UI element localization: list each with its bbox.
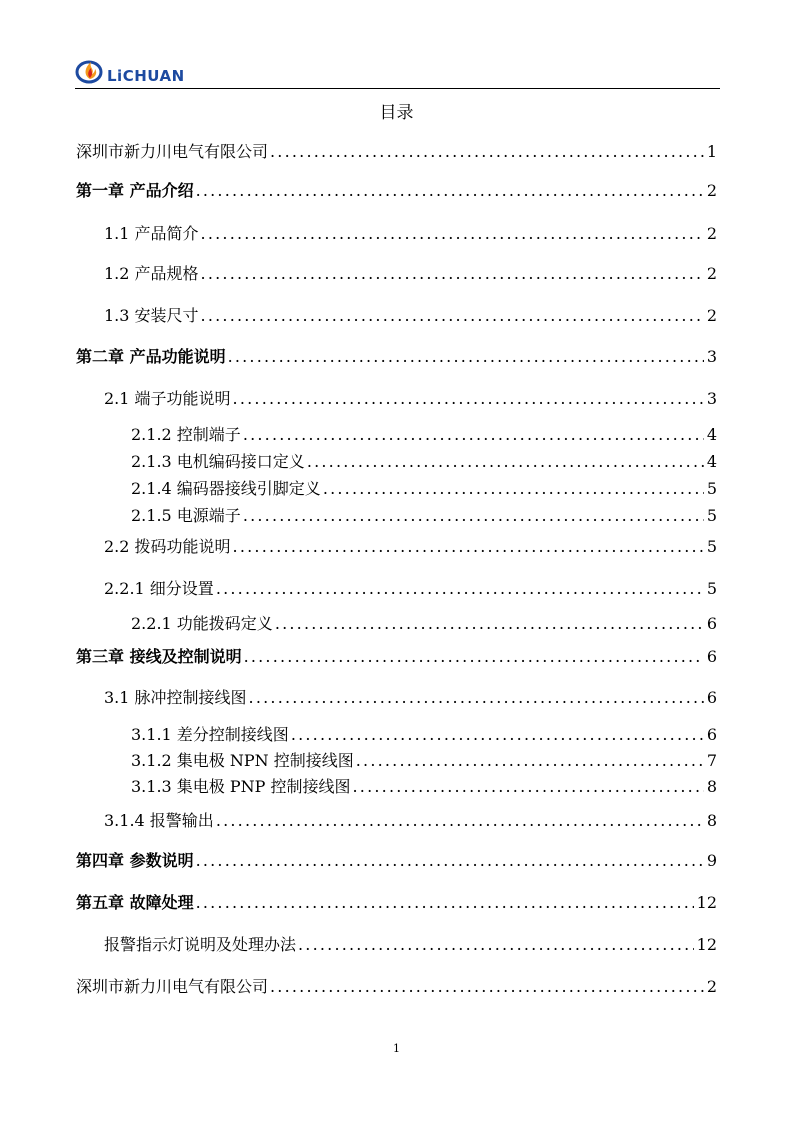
toc-entry-page: 6 (706, 688, 717, 707)
toc-entry-page: 5 (706, 579, 717, 598)
toc-dot-leader (243, 506, 704, 526)
toc-entry-label: 2.2 拨码功能说明 (104, 537, 231, 556)
toc-entry-page: 6 (706, 725, 717, 744)
toc-dot-leader (196, 181, 704, 201)
toc-dot-leader (228, 347, 704, 367)
toc-entry-label: 2.2.1 细分设置 (104, 579, 214, 598)
toc-entry-page: 4 (706, 452, 717, 471)
toc-entry[interactable] (131, 751, 717, 773)
toc-entry[interactable] (131, 479, 717, 501)
toc-entry[interactable] (76, 181, 717, 203)
toc-dot-leader (201, 306, 704, 326)
toc-entry-page: 3 (706, 389, 717, 408)
toc-entry-label: 第三章 接线及控制说明 (76, 647, 242, 666)
toc-entry-label: 报警指示灯说明及处理办法 (104, 935, 297, 954)
toc-entry-label: 3.1 脉冲控制接线图 (104, 688, 247, 707)
toc-entry-label: 第四章 参数说明 (76, 851, 194, 870)
toc-entry-page: 5 (706, 479, 717, 498)
toc-entry-label: 1.1 产品简介 (104, 224, 199, 243)
toc-dot-leader (270, 142, 704, 162)
toc-entry[interactable] (104, 224, 717, 246)
toc-entry[interactable] (131, 777, 717, 799)
toc-entry-page: 2 (706, 181, 717, 200)
toc-entry-page: 1 (706, 142, 717, 161)
toc-dot-leader (243, 425, 704, 445)
toc-entry-page: 3 (706, 347, 717, 366)
toc-entry-label: 3.1.2 集电极 NPN 控制接线图 (131, 751, 354, 770)
toc-dot-leader (233, 537, 704, 557)
toc-entry[interactable] (131, 452, 717, 474)
toc-dot-leader (275, 614, 704, 634)
toc-entry[interactable] (131, 425, 717, 447)
toc-entry[interactable] (104, 264, 717, 286)
toc-entry[interactable] (131, 506, 717, 528)
toc-dot-leader (323, 479, 704, 499)
toc-entry-label: 深圳市新力川电气有限公司 (76, 142, 269, 161)
toc-entry-page: 12 (696, 935, 717, 954)
toc-entry[interactable] (76, 893, 717, 915)
toc-dot-leader (196, 851, 704, 871)
toc-entry[interactable] (104, 537, 717, 559)
toc-dot-leader (270, 977, 704, 997)
toc-entry-label: 3.1.4 报警输出 (104, 811, 214, 830)
toc-entry-page: 6 (706, 614, 717, 633)
toc-entry[interactable] (104, 688, 717, 710)
toc-entry-label: 3.1.3 集电极 PNP 控制接线图 (131, 777, 351, 796)
toc-dot-leader (216, 811, 704, 831)
toc-dot-leader (353, 777, 704, 797)
toc-entry-label: 2.2.1 功能拨码定义 (131, 614, 273, 633)
toc-entry-page: 2 (706, 264, 717, 283)
toc-entry[interactable] (76, 142, 717, 164)
toc-entry-page: 6 (706, 647, 717, 666)
toc-dot-leader (249, 688, 704, 708)
toc-dot-leader (244, 647, 704, 667)
toc-entry-label: 1.3 安装尺寸 (104, 306, 199, 325)
toc-entry-label: 2.1 端子功能说明 (104, 389, 231, 408)
toc-entry-label: 2.1.2 控制端子 (131, 425, 241, 444)
toc-entry-page: 9 (706, 851, 717, 870)
company-logo (75, 56, 185, 86)
toc-entry-page: 2 (706, 224, 717, 243)
toc-dot-leader (307, 452, 704, 472)
toc-entry-page: 7 (706, 751, 717, 770)
toc-entry-label: 1.2 产品规格 (104, 264, 199, 283)
toc-entry[interactable] (76, 647, 717, 669)
logo-wordmark: LiCHUAN (107, 67, 185, 85)
flame-logo-icon (75, 57, 105, 85)
toc-entry[interactable] (76, 977, 717, 999)
toc-dot-leader (196, 893, 694, 913)
toc-entry-page: 8 (706, 811, 717, 830)
toc-dot-leader (291, 725, 704, 745)
toc-dot-leader (216, 579, 704, 599)
toc-entry-label: 3.1.1 差分控制接线图 (131, 725, 289, 744)
toc-entry-label: 2.1.5 电源端子 (131, 506, 241, 525)
toc-entry-label: 第五章 故障处理 (76, 893, 194, 912)
toc-entry-page: 8 (706, 777, 717, 796)
toc-dot-leader (356, 751, 704, 771)
toc-dot-leader (298, 935, 694, 955)
page-header (75, 56, 720, 89)
toc-entry[interactable] (104, 306, 717, 328)
toc-entry-page: 5 (706, 537, 717, 556)
toc-entry-page: 12 (696, 893, 717, 912)
toc-entry-label: 2.1.3 电机编码接口定义 (131, 452, 305, 471)
toc-entry[interactable] (131, 725, 717, 747)
toc-entry[interactable] (76, 851, 717, 873)
toc-entry-label: 2.1.4 编码器接线引脚定义 (131, 479, 321, 498)
toc-entry[interactable] (76, 347, 717, 369)
toc-entry-page: 5 (706, 506, 717, 525)
toc-entry[interactable] (104, 579, 717, 601)
toc-entry-page: 2 (706, 306, 717, 325)
toc-entry[interactable] (104, 389, 717, 411)
toc-entry-label: 第一章 产品介绍 (76, 181, 194, 200)
toc-dot-leader (233, 389, 704, 409)
toc-entry-page: 2 (706, 977, 717, 996)
toc-title: 目录 (379, 103, 414, 123)
toc-entry-label: 深圳市新力川电气有限公司 (76, 977, 269, 996)
page-number: 1 (393, 1042, 400, 1055)
toc-entry[interactable] (104, 811, 717, 833)
toc-dot-leader (201, 224, 704, 244)
toc-entry-page: 4 (706, 425, 717, 444)
toc-entry[interactable] (104, 935, 717, 957)
toc-entry[interactable] (131, 614, 717, 636)
toc-dot-leader (201, 264, 704, 284)
toc-entry-label: 第二章 产品功能说明 (76, 347, 226, 366)
